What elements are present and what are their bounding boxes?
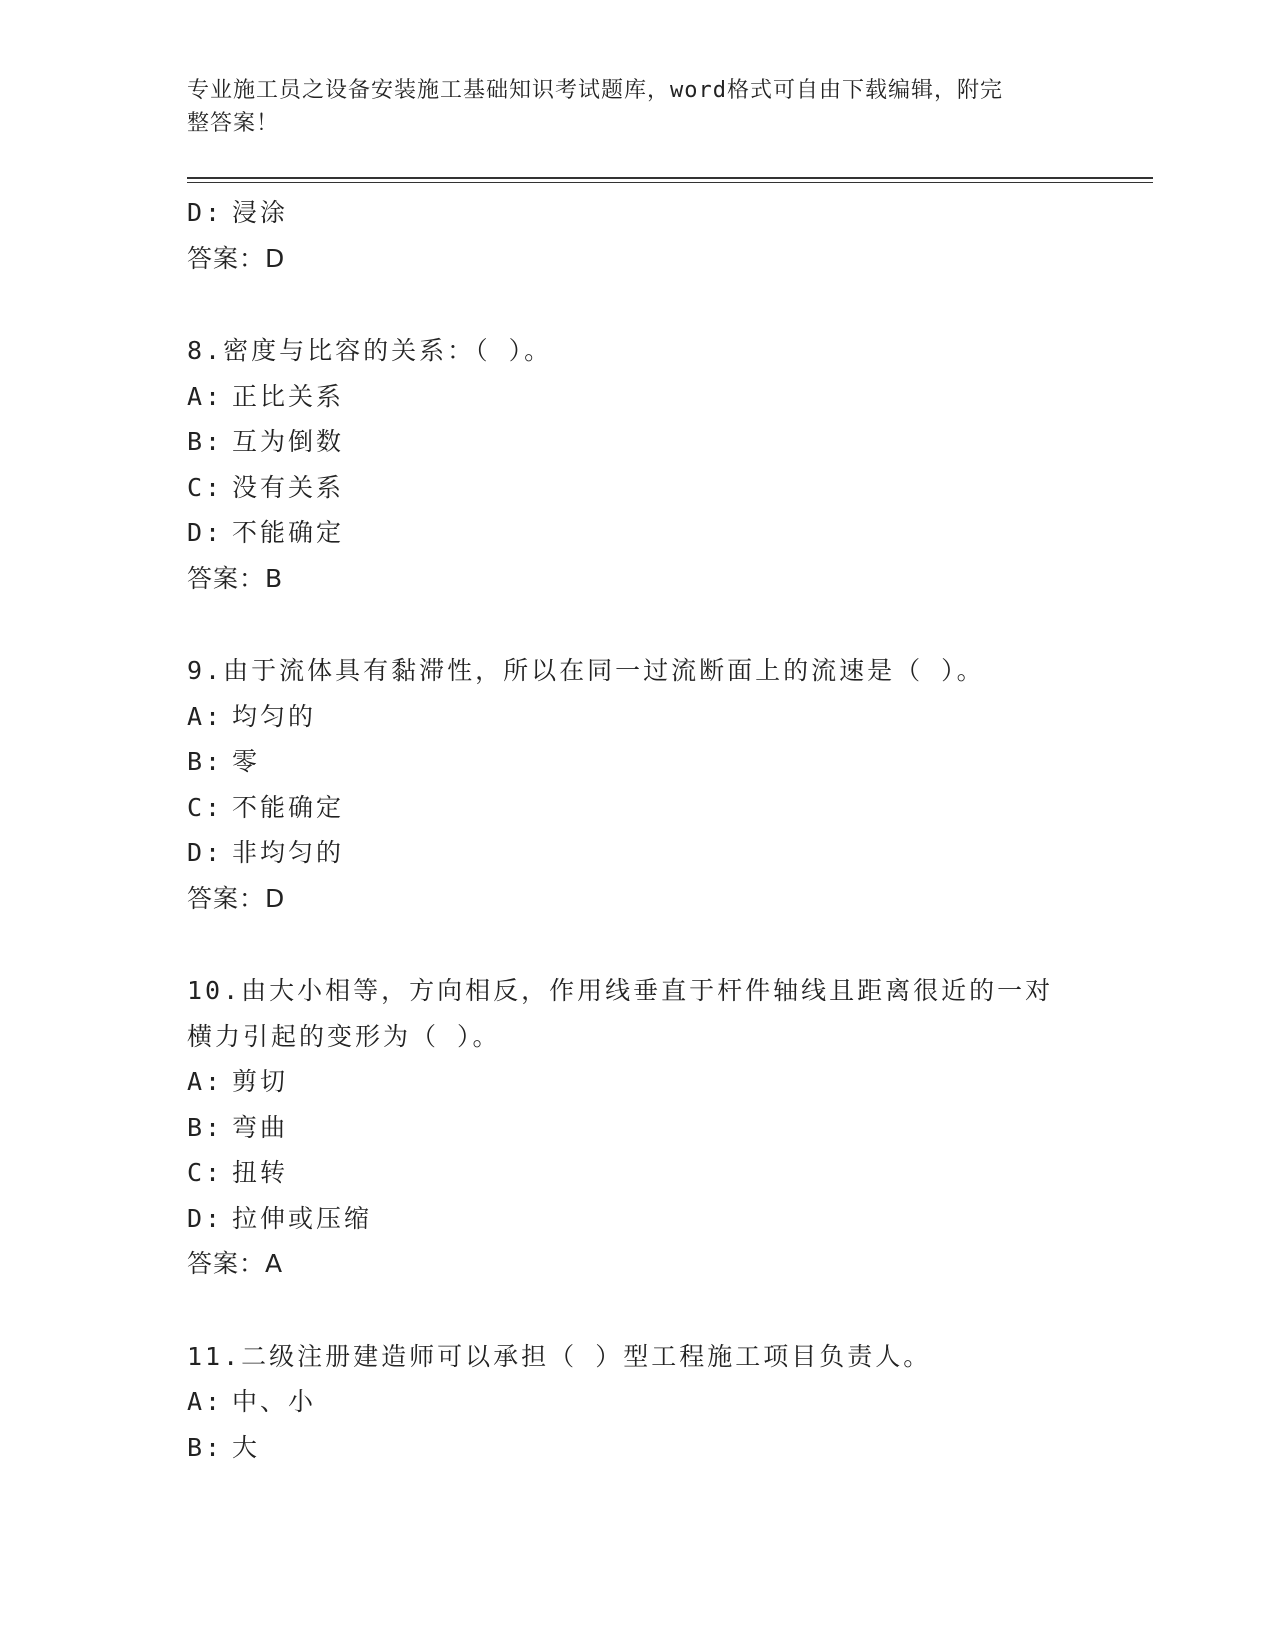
spacer [187,281,1087,328]
option-label: D: [187,198,224,227]
option-label: B: [187,1432,224,1462]
option-label: D: [187,518,224,547]
answer-line: 答案：D [187,883,286,913]
answer-line: 答案：B [187,563,284,593]
answer-line: 答案：D [187,243,286,273]
document-header [187,74,1067,140]
header-line-1: 专业施工员之设备安装施工基础知识考试题库，word格式可自由下载编辑，附完 [187,78,1003,103]
option-label: C: [187,1158,224,1187]
question-list [187,190,1087,1470]
option-label: A: [187,1067,224,1096]
option-text: 大 [232,1432,261,1462]
option-label: A: [187,701,224,731]
option-b [187,419,1087,465]
option-text: 不能确定 [232,792,345,822]
option-c [187,785,1087,831]
option-a [187,1379,1087,1425]
option-label: D: [187,838,224,867]
option-text: 没有关系 [232,472,345,502]
spacer [187,1287,1087,1334]
option-b [187,1105,1087,1151]
header-divider-thick [187,177,1153,179]
option-text: 浸涂 [232,198,289,227]
question-stem: 8.密度与比容的关系：（ ）。 [187,336,553,365]
option-label: C: [187,792,224,822]
option-text: 零 [232,747,261,776]
option-text: 弯曲 [232,1112,289,1142]
option-text: 中、小 [232,1387,317,1416]
option-label: B: [187,1112,224,1142]
option-text: 正比关系 [232,381,345,411]
answer-line: 答案：A [187,1249,284,1278]
spacer [187,601,1087,648]
question-stem-continued: 横力引起的变形为（ ）。 [187,1021,501,1051]
option-b [187,739,1087,785]
option-text: 非均匀的 [232,838,345,867]
option-a [187,374,1087,420]
question-stem: 10.由大小相等，方向相反，作用线垂直于杆件轴线且距离很近的一对 [187,976,1054,1005]
option-text: 剪切 [232,1067,289,1096]
option-a [187,1059,1087,1105]
question-stem: 11.二级注册建造师可以承担（ ）型工程施工项目负责人。 [187,1341,932,1371]
spacer [187,921,1087,968]
option-text: 均匀的 [232,701,317,731]
option-text: 不能确定 [232,518,345,547]
option-a [187,694,1087,740]
option-label: A: [187,381,224,411]
header-line-2: 整答案！ [187,111,280,136]
option-c [187,465,1087,511]
option-c [187,1150,1087,1196]
option-d [187,830,1087,876]
option-text: 扭转 [232,1158,289,1187]
option-label: D: [187,1203,224,1233]
question-stem: 9.由于流体具有黏滞性，所以在同一过流断面上的流速是（ ）。 [187,656,985,685]
option-label: A: [187,1387,224,1416]
option-text: 互为倒数 [232,427,345,456]
header-divider-thin [187,182,1153,183]
option-label: C: [187,472,224,502]
option-b [187,1425,1087,1471]
option-text: 拉伸或压缩 [232,1203,373,1233]
option-d [187,190,1087,236]
option-d [187,1196,1087,1242]
option-label: B: [187,427,224,456]
option-label: B: [187,747,224,776]
option-d [187,510,1087,556]
